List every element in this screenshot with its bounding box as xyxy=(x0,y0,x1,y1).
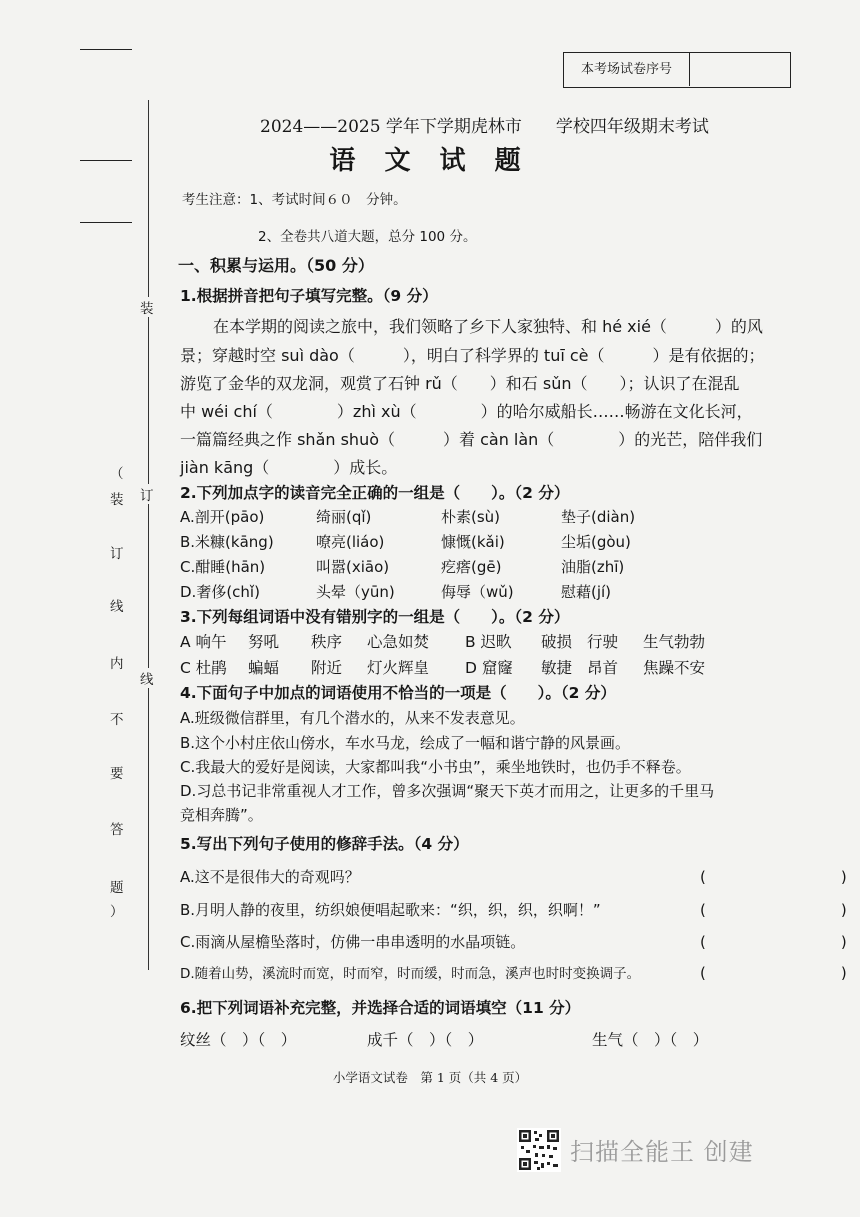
section-1-title: 一、积累与运用。（50 分） xyxy=(178,256,374,275)
q3-word: 焦躁不安 xyxy=(643,659,706,677)
q6-idiom-1[interactable]: 纹丝（ ）（ ） xyxy=(180,1031,297,1049)
scanner-watermark-text: 扫描全能王 创建 xyxy=(570,1138,754,1166)
q6-idiom-3[interactable]: 生气（ ）（ ） xyxy=(592,1031,709,1049)
binding-line xyxy=(148,100,149,970)
q2-option-c-3: 疙瘩(gē) xyxy=(441,558,502,576)
q5-item-b: B.月明人静的夜里，纺织娘便唱起歌来：“织，织，织，织啊！” xyxy=(180,901,601,919)
serial-number-label: 本考场试卷序号 xyxy=(564,53,690,86)
margin-char-zhuang-top: 装 xyxy=(140,297,154,317)
q2-option-a-2: 绮丽(qǐ) xyxy=(316,508,372,526)
q1-line-5: 一篇篇经典之作 shǎn shuò（ ）着 càn làn（ ）的光芒，陪伴我们 xyxy=(180,430,763,449)
q3-word: 破损 xyxy=(541,633,573,651)
q1-line-3: 游览了金华的双龙洞，观赏了石钟 rǔ（ ）和石 sǔn（ ）；认识了在混乱 xyxy=(180,374,740,393)
q2-option-c-2: 叫嚣(xiāo) xyxy=(316,558,390,576)
page-footer: 小学语文试卷 第 1 页（共 4 页） xyxy=(332,1070,528,1085)
q3-word: 附近 xyxy=(311,659,343,677)
q4-title: 4.下面句子中加点的词语使用不恰当的一项是（ ）。（2 分） xyxy=(180,684,616,702)
qr-code-icon xyxy=(517,1128,561,1172)
q5-title: 5.写出下列句子使用的修辞手法。（4 分） xyxy=(180,835,469,853)
q3-word: 努吼 xyxy=(248,633,280,651)
q3-word: D 窟窿 xyxy=(465,659,513,677)
q1-line-6: jiàn kāng（ ）成长。 xyxy=(180,458,398,477)
q1-line-4: 中 wéi chí（ ）zhì xù（ ）的哈尔威船长……畅游在文化长河， xyxy=(180,402,753,421)
q1-line-2: 景；穿越时空 suì dào（ ），明白了科学界的 tuī cè（ ）是有依据的； xyxy=(180,346,765,365)
serial-number-box xyxy=(563,52,791,88)
q2-option-c-4: 油脂(zhī) xyxy=(561,558,625,576)
q3-word: 灯火辉皇 xyxy=(367,659,430,677)
q3-title: 3.下列每组词语中没有错别字的一组是（ ）。（2 分） xyxy=(180,608,570,626)
q1-title: 1.根据拼音把句子填写完整。（9 分） xyxy=(180,287,438,305)
q5-answer-c[interactable]: ( ) xyxy=(700,933,847,951)
q2-option-d-4: 慰藉(jí) xyxy=(561,583,612,601)
q2-option-d-2: 头晕（yūn) xyxy=(316,583,395,601)
q4-option-c: C.我最大的爱好是阅读，大家都叫我“小书虫”，乘坐地铁时，也仍手不释卷。 xyxy=(180,758,691,776)
q2-option-d-3: 侮辱（wǔ) xyxy=(441,583,514,601)
q4-option-d: D.习总书记非常重视人才工作，曾多次强调“聚天下英才而用之，让更多的千里马 xyxy=(180,782,715,800)
q2-option-b-4: 尘垢(gòu) xyxy=(561,533,631,551)
q3-word: 蝙蝠 xyxy=(248,659,280,677)
q2-option-a-1: A.剖开(pāo) xyxy=(180,508,265,526)
q2-option-a-3: 朴素(sù) xyxy=(441,508,501,526)
q5-answer-b[interactable]: ( ) xyxy=(700,901,847,919)
q5-item-a: A.这不是很伟大的奇观吗？ xyxy=(180,868,360,886)
q1-line-1: 在本学期的阅读之旅中，我们领略了乡下人家独特、和 hé xié（ ）的风 xyxy=(213,317,763,336)
q3-word: 敏捷 xyxy=(541,659,573,677)
q3-word: 生气勃勃 xyxy=(643,633,706,651)
exam-title: 2024——2025 学年下学期虎林市 学校四年级期末考试 xyxy=(260,117,709,137)
q5-answer-a[interactable]: ( ) xyxy=(700,868,847,886)
q3-word: B 迟畂 xyxy=(465,633,512,651)
q6-title: 6.把下列词语补充完整，并选择合适的词语填空（11 分） xyxy=(180,999,581,1017)
notice-line-2: 2、全卷共八道大题，总分 100 分。 xyxy=(258,229,477,245)
q6-idiom-2[interactable]: 成千（ ）（ ） xyxy=(367,1031,484,1049)
q4-option-a: A.班级微信群里，有几个潜水的，从来不发表意见。 xyxy=(180,709,525,727)
q4-option-d-cont: 竞相奔腾”。 xyxy=(180,806,263,824)
q2-option-d-1: D.奢侈(chǐ) xyxy=(180,583,260,601)
subject-title: 语 文 试 题 xyxy=(329,146,531,176)
q3-word: 行驶 xyxy=(587,633,619,651)
q3-word: A 响午 xyxy=(180,633,227,651)
q2-option-b-3: 慷慨(kǎi) xyxy=(441,533,505,551)
q5-item-c: C.雨滴从屋檐坠落时，仿佛一串串透明的水晶项链。 xyxy=(180,933,526,951)
q3-word: 心急如焚 xyxy=(367,633,430,651)
q2-title: 2.下列加点字的读音完全正确的一组是（ ）。（2 分） xyxy=(180,484,570,502)
q5-item-d: D.随着山势，溪流时而宽，时而窄，时而缓，时而急，溪声也时时变换调子。 xyxy=(180,966,641,982)
binding-mark-top xyxy=(80,49,132,50)
exam-page: 装 （ 装 订 线 内 不 要 答 题 ） 订 线 本考场试卷序号 2024——2025 学年下学期虎林市 学校四年级期末考试 语 文 试 题 考生注意：1、考试时间６０ 分钟。 2、全卷共八道大题，总分 100 分。 一、积累与运用。（50 分） 1.根据拼音把句子填写完整。（9 分） 在本学期的阅读之旅中，我们领略了乡下人家独特、和 hé xié（ ）的风 景；穿越时空 suì dào（ ），明白了科学界的 tuī cè（ ）是有依据的； 游览了金华的双龙洞，观赏了石钟 rǔ（ ）和石 sǔn（ ）；认识了在混乱 中 wéi chí（ ）zhì xù（ ）的哈尔威船长……畅游在文化长河， 一篇篇经典之作 shǎn shuò（ ）着 càn làn（ ）的光芒，陪伴我们 jiàn kāng（ ）成长。 2.下列加点字的读音完全正确的一组是（ ）。（2 分） A.剖开(pāo) 绮丽(qǐ) 朴素(sù) 垫子(diàn) B.米糠(kāng) 嘹亮(liáo) 慷慨(kǎi) 尘垢(gòu) C.酣睡(hān) 叫嚣(xiāo) 疙瘩(gē) 油脂(zhī) D.奢侈(chǐ) 头晕（yūn) 侮辱（wǔ) 慰藉(jí) 3.下列每组词语中没有错别字的一组是（ ）。（2 分） A 响午 努吼 秩序 心急如焚 B 迟畂 破损 行驶 生气勃勃 C 杜鹃 蝙蝠 附近 灯火辉皇 D 窟窿 敏捷 昂首 焦躁不安 4.下面句子中加点的词语使用不恰当的一项是（ ）。（2 分） A.班级微信群里，有几个潜水的，从来不发表意见。 B.这个小村庄依山傍水，车水马龙，绘成了一幅和谐宁静的风景画。 C.我最大的爱好是阅读，大家都叫我“小书虫”，乘坐地铁时，也仍手不释卷。 D.习总书记非常重视人才工作，曾多次强调“聚天下英才而用之，让更多的千里马 竞相奔腾”。 5.写出下列句子使用的修辞手法。（4 分） A.这不是很伟大的奇观吗？ ( ) B.月明人静的夜里，纺织娘便唱起歌来：“织，织，织，织啊！” ( ) C.雨滴从屋檐坠落时，仿佛一串串透明的水晶项链。 ( ) D.随着山势，溪流时而宽，时而窄，时而缓，时而急，溪声也时时变换调子。 ( ) 6.把下列词语补充完整，并选择合适的词语填空（11 分） 纹丝（ ）（ ） 成千（ ）（ ） 生气（ ）（ ） 小学语文试卷 第 1 页（共 4 页） 扫描全能王 创建 xyxy=(0,0,860,1217)
q3-word: 昂首 xyxy=(587,659,619,677)
notice-line-1: 考生注意：1、考试时间６０ 分钟。 xyxy=(182,192,407,208)
binding-mark-lower xyxy=(80,222,132,223)
q2-option-b-2: 嘹亮(liáo) xyxy=(316,533,385,551)
q5-answer-d[interactable]: ( ) xyxy=(700,964,847,982)
q3-word: C 杜鹃 xyxy=(180,659,227,677)
q2-option-c-1: C.酣睡(hān) xyxy=(180,558,266,576)
q3-word: 秩序 xyxy=(311,633,343,651)
q2-option-b-1: B.米糠(kāng) xyxy=(180,533,274,551)
q2-option-a-4: 垫子(diàn) xyxy=(561,508,636,526)
q4-option-b: B.这个小村庄依山傍水，车水马龙，绘成了一幅和谐宁静的风景画。 xyxy=(180,734,631,752)
